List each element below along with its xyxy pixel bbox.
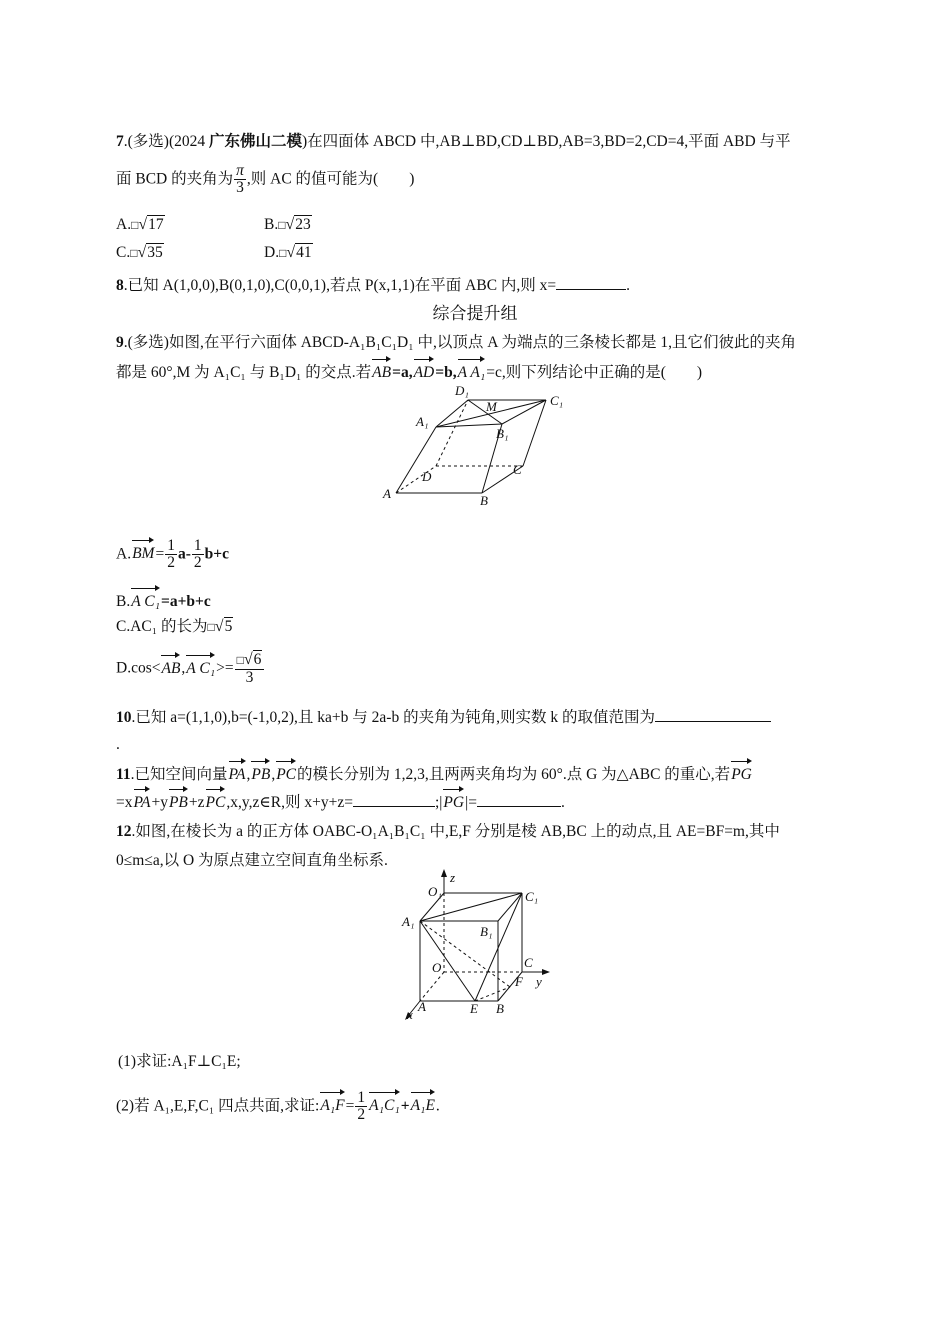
q9-sqrt-6: □√6: [236, 651, 262, 668]
q9-option-d-label: D.cos<: [116, 659, 161, 677]
q7-line2: [116, 163, 414, 197]
q7-value-a: 17: [148, 216, 164, 233]
label-c1: C₁: [550, 393, 564, 408]
label-b: B: [496, 1001, 504, 1016]
label-c: C: [513, 462, 522, 477]
q9-value-c: 5: [224, 618, 233, 635]
q10-answer-blank[interactable]: [655, 709, 771, 722]
label-d1: D₁: [455, 383, 469, 398]
q7-pi: π: [236, 162, 244, 179]
q7-option-b-label: B.: [264, 216, 279, 233]
q7-sqrt-a: □√17: [131, 216, 164, 233]
label-x: x: [407, 1007, 413, 1022]
q11-eq-x: =x: [116, 794, 133, 811]
cube-figure: [400, 866, 560, 1026]
vector-ac1-d: A C₁: [186, 654, 215, 677]
vector-pb: PB: [251, 760, 270, 783]
q7-value-b: 23: [295, 216, 311, 233]
q7-tag: .(多选)(2024: [123, 133, 209, 150]
q7-sqrt-b: □√23: [278, 216, 311, 233]
q7-value-d: 41: [296, 244, 312, 261]
q9-half-1: [165, 538, 177, 572]
q12-plus: +: [400, 1097, 410, 1115]
vector-ad: AD: [414, 358, 435, 381]
q9-option-a-end: b+c: [204, 545, 229, 563]
q9-text: .(多选)如图,在平行六面体 ABCD-A₁B₁C₁D₁ 中,以顶点 A 为端点的三条棱长都是 1,且它们彼此的夹角: [123, 334, 796, 351]
q7-fraction: [234, 163, 246, 197]
q7-text: )在四面体 ABCD 中,AB⊥BD,CD⊥BD,AB=3,BD=2,CD=4,平面 ABD 与平: [302, 133, 791, 150]
vector-a1e: A₁E: [411, 1091, 435, 1114]
edge-b1c1: [498, 893, 522, 921]
vector-bm: BM: [132, 539, 154, 562]
q7-option-d: [264, 245, 313, 261]
q12-line1: [116, 824, 780, 840]
q9-comma: ,: [181, 659, 186, 677]
q7-option-b: [264, 217, 312, 233]
q9-option-a-label: A.: [116, 545, 132, 563]
vector-pa-2: PA: [134, 788, 151, 811]
q8-line: [116, 277, 630, 294]
q9-option-c-label: C.AC₁ 的长为: [116, 618, 208, 635]
q12-text2: 0≤m≤a,以 O 为原点建立空间直角坐标系.: [116, 852, 388, 869]
q12-part2: [116, 1090, 440, 1124]
label-z: z: [450, 870, 456, 885]
q10-end: .: [116, 736, 120, 753]
label-b1: B₁: [496, 426, 509, 441]
q11-text5: |=: [465, 794, 477, 811]
q11-answer-blank-2[interactable]: [477, 794, 561, 807]
q7-sqrt-c: □√35: [130, 244, 163, 261]
edge-dd1: [436, 400, 468, 466]
label-c: C: [524, 955, 533, 970]
q7-source: 广东佛山二模: [209, 132, 303, 150]
q9-eq-a: =a,: [392, 364, 413, 381]
parallelepiped-figure: [378, 380, 578, 510]
q8-text: .已知 A(1,0,0),B(0,1,0),C(0,0,1),若点 P(x,1,1)在平面 ABC 内,则 x=: [123, 277, 557, 294]
q11-eq-y: +y: [151, 794, 168, 811]
q7-option-a: [116, 217, 165, 233]
vector-ab: AB: [372, 358, 391, 381]
q9-option-d: [116, 652, 265, 686]
label-m: M: [486, 399, 497, 414]
q12-part1: (1)求证:A₁F⊥C₁E;: [118, 1053, 241, 1070]
q11-line2: [116, 788, 565, 811]
q7-option-c-label: C.: [116, 244, 131, 261]
label-d: D: [422, 469, 432, 484]
q9-option-a-mid: a-: [177, 545, 191, 563]
q11-answer-blank-1[interactable]: [353, 794, 435, 807]
vector-ab-d: AB: [161, 654, 180, 677]
label-b: B: [480, 493, 488, 508]
q12-end: .: [435, 1097, 440, 1115]
axis-z-arrow: [441, 869, 447, 877]
label-a: A: [418, 999, 426, 1014]
label-o1: O₁: [428, 884, 442, 899]
q9-option-a-eq: =: [155, 545, 165, 563]
q9-half-2-den: 2: [193, 554, 202, 572]
label-a1: A₁: [416, 414, 429, 429]
q9-eq-c: =c,则下列结论中正确的是( ): [486, 364, 703, 381]
q11-text4: ;|: [435, 794, 443, 811]
label-y: y: [536, 974, 542, 989]
q11-number: 11: [116, 766, 131, 783]
vector-pc-2: PC: [206, 788, 226, 811]
label-e: E: [470, 1001, 478, 1016]
edge-cc1: [523, 400, 546, 466]
q7-three: 3: [236, 179, 244, 197]
vector-pc: PC: [276, 760, 296, 783]
edge-oa: [420, 972, 444, 1001]
label-a: A: [383, 486, 391, 501]
q12-half: [355, 1090, 367, 1124]
q11-end: .: [560, 794, 565, 811]
vector-a1f: A₁F: [320, 1091, 344, 1114]
q9-den-3: 3: [245, 668, 254, 686]
q7-value-c: 35: [147, 244, 163, 261]
label-b1: B₁: [480, 924, 493, 939]
section-title: 综合提升组: [432, 304, 518, 324]
q10-text: .已知 a=(1,1,0),b=(-1,0,2),且 ka+b 与 2a-b 的夹角为钝角,则实数 k 的取值范围为: [131, 709, 655, 726]
q7-option-d-label: D.: [264, 244, 280, 261]
q9-option-a: [116, 538, 229, 572]
q12-half-num: 1: [357, 1089, 366, 1106]
q9-half-1-num: 1: [167, 537, 175, 554]
q9-option-d-mid: >=: [216, 659, 234, 677]
label-c1: C₁: [525, 889, 539, 904]
q7-text2: 面 BCD 的夹角为: [116, 170, 234, 188]
q9-six: 6: [253, 651, 262, 668]
q9-sqrt-5: □√5: [207, 618, 233, 635]
vector-pg-2: PG: [443, 788, 464, 811]
vector-ac1: A C₁: [131, 587, 160, 610]
q10-number: 10: [116, 709, 132, 726]
q9-half-2-num: 1: [193, 537, 202, 554]
vector-pa: PA: [229, 760, 246, 783]
q12-half-den: 2: [357, 1106, 366, 1124]
segment-a1e: [420, 921, 475, 1001]
q7-line1: [116, 134, 791, 150]
label-a1: A₁: [402, 914, 415, 929]
q11-text2: 的模长分别为 1,2,3,且两两夹角均为 60°.点 G 为△ABC 的重心,若: [297, 766, 731, 783]
label-f: F: [515, 974, 523, 989]
q12-eq: =: [345, 1097, 355, 1115]
vector-pb-2: PB: [169, 788, 188, 811]
q9-text2: 都是 60°,M 为 A₁C₁ 与 B₁D₁ 的交点.若: [116, 364, 372, 381]
q11-text1: .已知空间向量: [130, 766, 228, 783]
q9-option-b-label: B.: [116, 593, 131, 610]
q7-option-c: [116, 245, 164, 261]
vector-pg: PG: [731, 760, 752, 783]
q8-number: 8: [116, 277, 124, 294]
q7-number: 7: [116, 133, 124, 150]
axis-y-arrow: [542, 969, 550, 975]
q11-eq-z: +z: [188, 794, 205, 811]
q7-sqrt-d: □√41: [279, 244, 312, 261]
q8-end: .: [626, 277, 631, 294]
segment-a1f: [420, 921, 510, 987]
q9-half-2: [192, 538, 204, 572]
q8-answer-blank[interactable]: [556, 277, 626, 290]
q12-part2-text: (2)若 A₁,E,F,C₁ 四点共面,求证:: [116, 1097, 320, 1115]
q9-option-b-end: =a+b+c: [161, 593, 211, 610]
q11-text3: ,x,y,z∈R,则 x+y+z=: [226, 794, 353, 811]
label-o: O: [432, 960, 442, 975]
q9-option-b: [116, 587, 211, 610]
q9-line2: [116, 358, 702, 381]
q12-text1: .如图,在棱长为 a 的正方体 OABC-O₁A₁B₁C₁ 中,E,F 分别是棱 AB,BC 上的动点,且 AE=BF=m,其中: [131, 823, 780, 840]
q10-line: [116, 709, 771, 726]
q9-option-c: [116, 619, 233, 635]
q7-text3: ,则 AC 的值可能为( ): [246, 170, 415, 188]
vector-a1c1: A₁C₁: [369, 1091, 400, 1114]
q9-line1: [116, 335, 796, 351]
q12-number: 12: [116, 823, 132, 840]
q9-eq-b: =b,: [435, 364, 457, 381]
q9-half-1-den: 2: [167, 554, 175, 572]
vector-aa1: A A₁: [458, 358, 486, 381]
q7-option-a-label: A.: [116, 216, 132, 233]
q9-option-d-fraction: [235, 652, 265, 686]
q11-line1: 11.已知空间向量PA,PB,PC的模长分别为 1,2,3,且两两夹角均为 60°.点 G 为△ABC 的重心,若PG: [116, 760, 753, 783]
q9-number: 9: [116, 334, 124, 351]
